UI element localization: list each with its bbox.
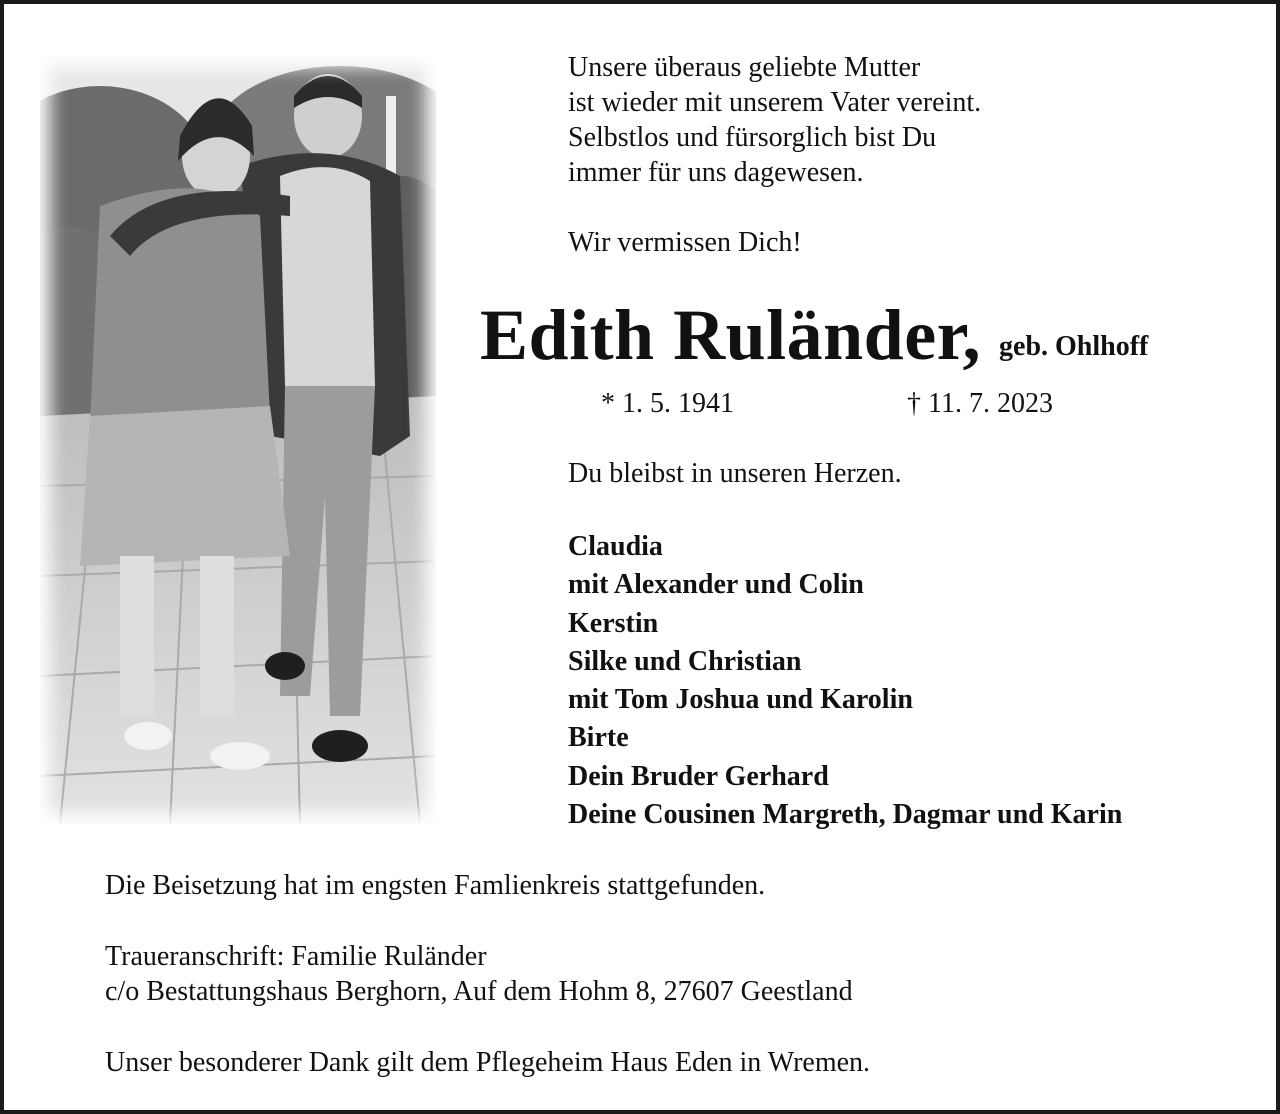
memorial-verse bbox=[568, 50, 981, 260]
address-line-1: Traueranschrift: Familie Ruländer bbox=[105, 941, 487, 972]
verse-line-4: immer für uns dagewesen. bbox=[568, 157, 864, 188]
burial-note: Die Beisetzung hat im engsten Famlienkreis stattgefunden. bbox=[105, 870, 766, 901]
verse-line-2: ist wieder mit unserem Vater vereint. bbox=[568, 87, 982, 118]
couple-photo bbox=[40, 56, 436, 824]
thanks-note: Unser besonderer Dank gilt dem Pflegeheim Haus Eden in Wremen. bbox=[105, 1047, 871, 1078]
deceased-name-line bbox=[480, 294, 1148, 377]
address-line-2: c/o Bestattungshaus Berghorn, Auf dem Hohm 8, 27607 Geestland bbox=[105, 976, 853, 1007]
death-date: † 11. 7. 2023 bbox=[907, 388, 1053, 419]
family-member: Dein Bruder Gerhard bbox=[568, 760, 829, 792]
family-signatures bbox=[568, 528, 1122, 834]
family-member: mit Tom Joshua und Karolin bbox=[568, 684, 913, 716]
notice-footer bbox=[105, 868, 870, 1080]
family-member: Kerstin bbox=[568, 607, 659, 639]
couple-photo-illustration bbox=[40, 56, 436, 824]
family-member: Deine Cousinen Margreth, Dagmar und Karin bbox=[568, 799, 1123, 831]
deceased-name: Edith Ruländer, bbox=[480, 295, 982, 375]
family-member: Silke und Christian bbox=[568, 645, 802, 677]
farewell-line: Du bleibst in unseren Herzen. bbox=[568, 458, 902, 489]
maiden-name: geb. Ohlhoff bbox=[999, 331, 1149, 362]
verse-line-1: Unsere überaus geliebte Mutter bbox=[568, 52, 921, 83]
family-member: Claudia bbox=[568, 531, 663, 562]
verse-line-5: Wir vermissen Dich! bbox=[568, 227, 802, 258]
family-member: mit Alexander und Colin bbox=[568, 569, 864, 601]
birth-date: * 1. 5. 1941 bbox=[601, 388, 734, 419]
family-member: Birte bbox=[568, 722, 629, 754]
verse-line-3: Selbstlos und fürsorglich bist Du bbox=[568, 122, 937, 153]
